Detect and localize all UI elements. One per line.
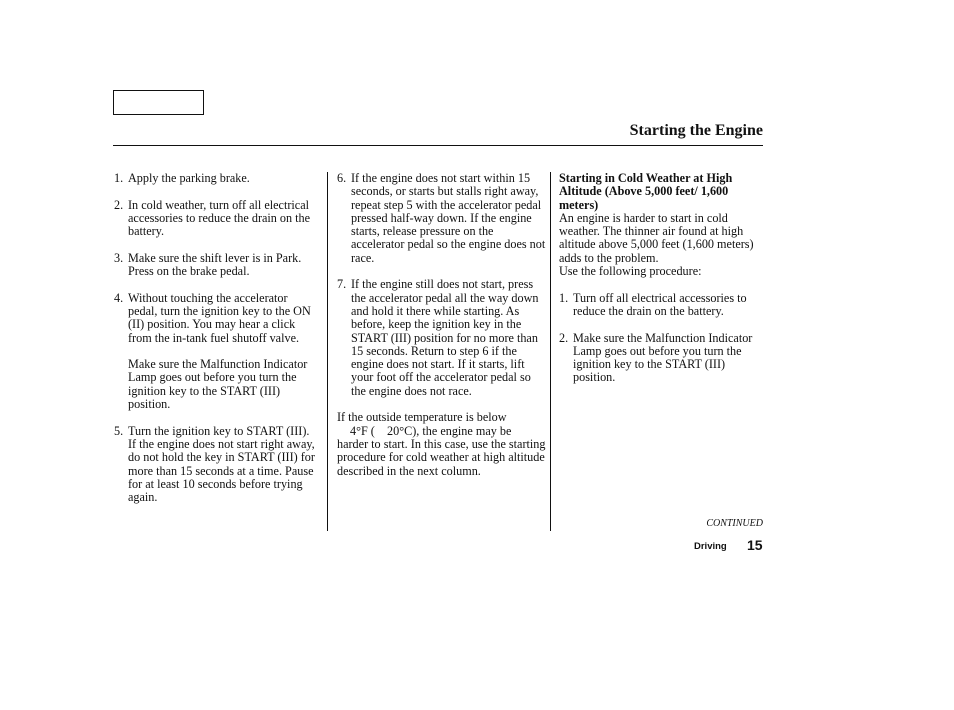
section-tab-box — [113, 90, 204, 115]
continued-label: CONTINUED — [706, 518, 763, 529]
list-item: 2. Make sure the Malfunction Indicator Lamp goes out before you turn the ignition key to the START (III) position. — [559, 332, 763, 385]
list-item: 5. Turn the ignition key to START (III). If the engine does not start right away, do not hold the key in START (III) for more than 15 seconds at a time. Pause for at least 10 seconds before trying again. — [114, 425, 318, 505]
step-text: Make sure the Malfunction Indicator Lamp goes out before you turn the ignition key to the START (III) position. — [573, 330, 753, 385]
step-subparagraph: Make sure the Malfunction Indicator Lamp goes out before you turn the ignition key to the START (III) position. — [128, 357, 308, 412]
list-item: 2. In cold weather, turn off all electrical accessories to reduce the drain on the battery. — [114, 199, 318, 239]
column-divider — [550, 172, 551, 531]
list-item: 7. If the engine still does not start, press the accelerator pedal all the way down and hold it there while starting. As before, keep the ignition key in the START (III) position for no more than 15 seconds. Return to step 6 if the engine does not start. If it starts, lift your foot off the accelerator pedal so the engine does not race. — [337, 278, 547, 398]
step-text: Turn the ignition key to START (III). If the engine does not start right away, do not hold the key in START (III) for more than 15 seconds at a time. Pause for at least 10 seconds before trying again. — [128, 423, 315, 505]
procedure-label: Use the following procedure: — [559, 264, 702, 279]
step-text: If the engine still does not start, press the accelerator pedal all the way down and hold it there while starting. As before, keep the ignition key in the START (III) position for no more than 15 seconds. Return to step 6 if the engine does not start. If it starts, lift your foot off the accelerator pedal so the engine does not race. — [351, 277, 539, 398]
header-rule — [113, 145, 763, 146]
temperature-note: If the outside temperature is below 4°F ( 20°C), the engine may be harder to start. In this case, use the starting procedure for cold weather at high altitude described in the next column. — [337, 410, 546, 478]
list-item: 1. Turn off all electrical accessories to reduce the drain on the battery. — [559, 292, 763, 319]
page-title: Starting the Engine — [629, 122, 763, 139]
list-item: 3. Make sure the shift lever is in Park. Press on the brake pedal. — [114, 252, 318, 279]
intro-paragraph: An engine is harder to start in cold weather. The thinner air found at high altitude above 5,000 feet (1,600 meters) adds to the problem. — [559, 210, 754, 265]
footer-section-name: Driving — [694, 541, 727, 552]
page-number: 15 — [747, 537, 763, 553]
step-text: In cold weather, turn off all electrical accessories to reduce the drain on the battery. — [128, 197, 311, 239]
step-text: Turn off all electrical accessories to reduce the drain on the battery. — [573, 290, 747, 318]
column-1 — [114, 172, 318, 518]
step-text: Make sure the shift lever is in Park. Press on the brake pedal. — [128, 250, 302, 279]
step-text: Apply the parking brake. — [128, 171, 250, 185]
column-3 — [559, 172, 763, 398]
list-item: 6. If the engine does not start within 15 seconds, or starts but stalls right away, repeat step 5 with the accelerator pedal pressed half-way down. If the engine starts, release pressure on the accelerator pedal so the engine does not race. — [337, 171, 546, 265]
column-divider — [327, 172, 328, 531]
list-item: 1. Apply the parking brake. — [114, 172, 318, 185]
step-text: If the engine does not start within 15 seconds, or starts but stalls right away, repeat step 5 with the accelerator pedal pressed half-way down. If the engine starts, release pressure on the accelerator pedal so the engine does not race. — [351, 171, 546, 265]
list-item: 4. Without touching the accelerator pedal, turn the ignition key to the ON (II) position. You may hear a click from the in-tank fuel shutoff valve. — [114, 292, 318, 345]
step-text: Without touching the accelerator pedal, turn the ignition key to the ON (II) position. You may hear a click from the in-tank fuel shutoff valve. — [128, 290, 311, 345]
column-2 — [337, 172, 547, 491]
section-heading: Starting in Cold Weather at High Altitude (Above 5,000 feet/ 1,600 meters) — [559, 171, 733, 212]
